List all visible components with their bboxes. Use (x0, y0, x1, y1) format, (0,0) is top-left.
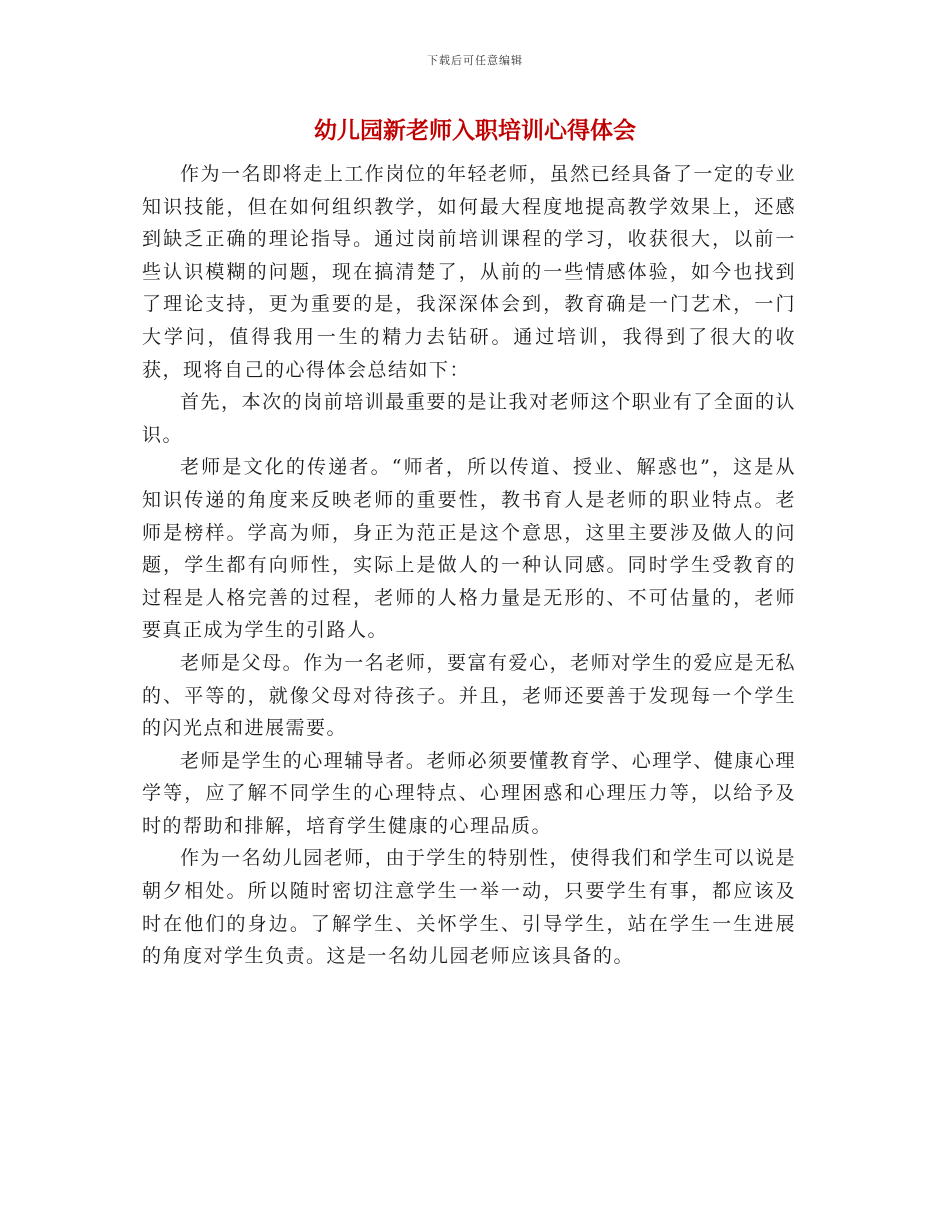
document-body (142, 158, 796, 973)
paragraph-counselor-role: 老师是学生的心理辅导者。老师必须要懂教育学、心理学、健康心理学等，应了解不同学生的心理特点、心理困惑和心理压力等，以给予及时的帮助和排解，培育学生健康的心理品质。 (142, 749, 796, 837)
header-note: 下载后可任意编辑 (427, 54, 523, 67)
paragraph-kindergarten-teacher: 作为一名幼儿园老师，由于学生的特别性，使得我们和学生可以说是朝夕相处。所以随时密切注意学生一举一动，只要学生有事，都应该及时在他们的身边。了解学生、关怀学生、引导学生，站在学生一生进展的角度对学生负责。这是一名幼儿园老师应该具备的。 (142, 847, 796, 968)
paragraph-parent-role: 老师是父母。作为一名老师，要富有爱心，老师对学生的爱应是无私的、平等的，就像父母对待孩子。并且，老师还要善于发现每一个学生的闪光点和进展需要。 (142, 651, 796, 740)
paragraph-intro: 作为一名即将走上工作岗位的年轻老师，虽然已经具备了一定的专业知识技能，但在如何组织教学，如何最大程度地提高教学效果上，还感到缺乏正确的理论指导。通过岗前培训课程的学习，收获很大，以前一些认识模糊的问题，现在搞清楚了，从前的一些情感体验，如今也找到了理论支持，更为重要的是，我深深体会到，教育确是一门艺术，一门大学问，值得我用一生的精力去钻研。通过培训，我得到了很大的收获，现将自己的心得体会总结如下： (142, 163, 796, 381)
paragraph-first-point: 首先，本次的岗前培训最重要的是让我对老师这个职业有了全面的认识。 (142, 391, 796, 446)
document-title: 幼儿园新老师入职培训心得体会 (314, 117, 636, 144)
paragraph-culture-transmitter: 老师是文化的传递者。“师者，所以传道、授业、解惑也”，这是从知识传递的角度来反映老师的重要性，教书育人是老师的职业特点。老师是榜样。学高为师，身正为范正是这个意思，这里主要涉及做人的问题，学生都有向师性，实际上是做人的一种认同感。同时学生受教育的过程是人格完善的过程，老师的人格力量是无形的、不可估量的，老师要真正成为学生的引路人。 (142, 456, 796, 642)
